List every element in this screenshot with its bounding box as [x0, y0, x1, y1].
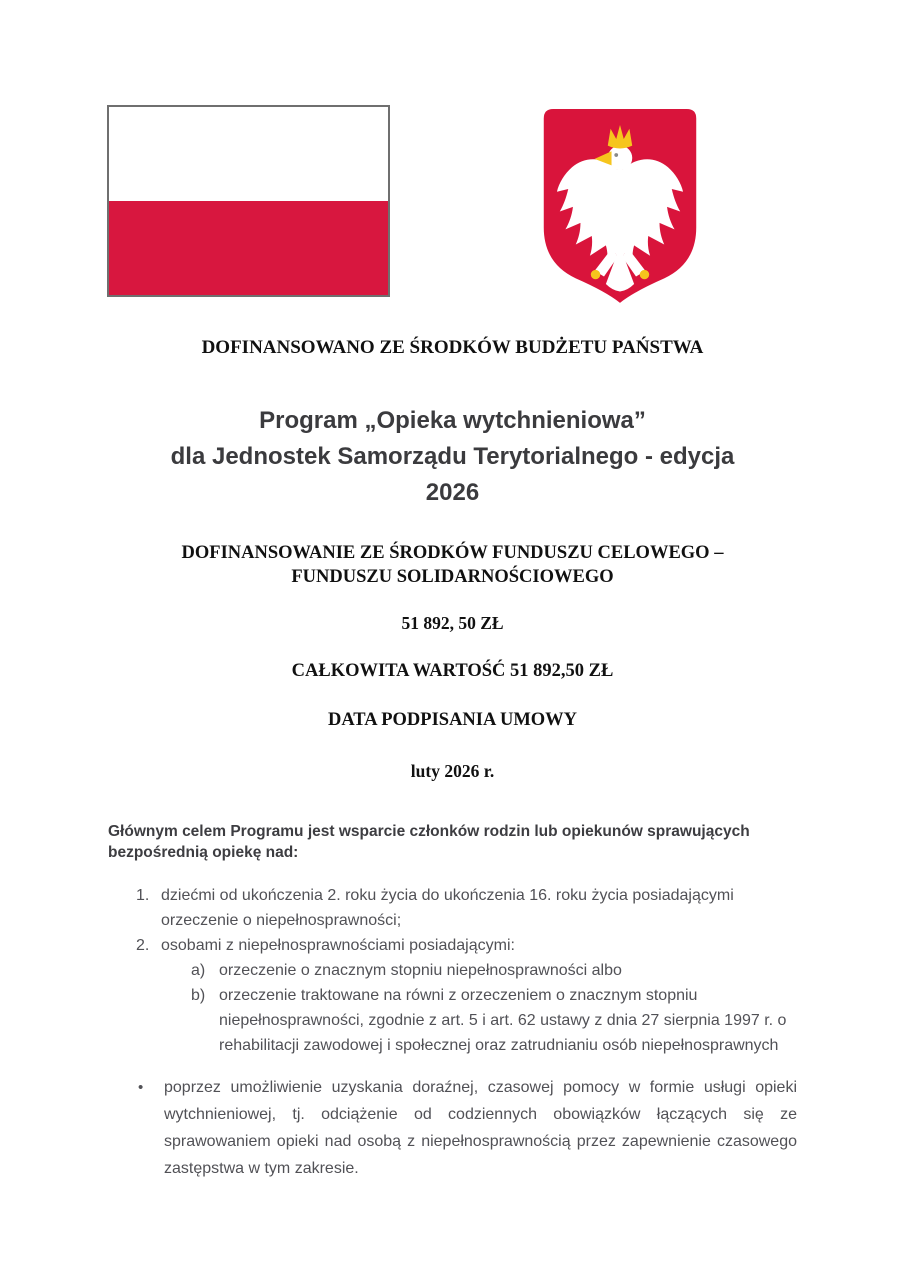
list-item-marker: 2.: [136, 937, 150, 954]
document-content: [0, 337, 905, 1182]
list-item-text: dziećmi od ukończenia 2. roku życia do ukończenia 16. roku życia posiadającymi orzeczenie o niepełnosprawności;: [161, 887, 734, 929]
flag-white-stripe: [109, 107, 388, 201]
sub-list-item-marker: a): [191, 962, 206, 979]
list-item-text: osobami z niepełnosprawnościami posiadającymi:: [161, 937, 515, 954]
coat-of-arms: [540, 105, 700, 303]
funding-amount: 51 892, 50 ZŁ: [401, 613, 504, 633]
list-item: [108, 883, 797, 933]
numbered-list: [108, 883, 797, 1058]
bullet-marker: •: [138, 1079, 144, 1096]
solidarity-fund-heading: [108, 541, 797, 589]
sub-list-item: [108, 983, 797, 1058]
bullet-list: [108, 1074, 797, 1182]
sub-list-item-text: orzeczenie o znacznym stopniu niepełnosprawności albo: [219, 962, 622, 979]
flag-red-stripe: [109, 201, 388, 295]
polish-flag: [107, 105, 390, 297]
header-emblems-row: [0, 0, 905, 303]
signing-date-value: luty 2026 r.: [410, 761, 495, 781]
total-value: CAŁKOWITA WARTOŚĆ 51 892,50 ZŁ: [291, 661, 614, 681]
list-item-marker: 1.: [136, 887, 150, 904]
state-budget-funding-heading: DOFINANSOWANO ZE ŚRODKÓW BUDŻETU PAŃSTWA: [201, 337, 704, 358]
program-title-line2: dla Jednostek Samorządu Terytorialnego - edycja: [170, 443, 735, 470]
list-item: [108, 933, 797, 958]
program-title-line3: 2026: [425, 479, 480, 506]
program-title-line1: Program „Opieka wytchnieniowa”: [259, 407, 646, 434]
program-goal-intro: Głównym celem Programu jest wsparcie członków rodzin lub opiekunów sprawujących bezpośrednią opiekę nad:: [108, 823, 750, 861]
sub-list-item-marker: b): [191, 987, 206, 1004]
bullet-item-text: poprzez umożliwienie uzyskania doraźnej, czasowej pomocy w formie usługi opieki wytchnieniowej, tj. odciążenie od codziennych obowiązków łączących się ze sprawowaniem opieki nad osobą z niepełnosprawnością przez zapewnienie czasowego zastępstwa w tym zakresie.: [164, 1079, 797, 1177]
polish-eagle-icon: [540, 105, 700, 303]
bullet-list-item: [108, 1074, 797, 1182]
solidarity-fund-heading-line2: FUNDUSZU SOLIDARNOŚCIOWEGO: [291, 567, 614, 587]
solidarity-fund-heading-line1: DOFINANSOWANIE ZE ŚRODKÓW FUNDUSZU CELOWEGO –: [181, 543, 724, 563]
signing-date-label: DATA PODPISANIA UMOWY: [327, 710, 578, 730]
sub-list-item-text: orzeczenie traktowane na równi z orzeczeniem o znacznym stopniu niepełnosprawności, zgodnie z art. 5 i art. 62 ustawy z dnia 27 sierpnia 1997 r. o rehabilitacji zawodowej i społecznej oraz zatrudnianiu osób niepełnosprawnych: [219, 987, 787, 1054]
program-title: [108, 403, 797, 511]
sub-list-item: [108, 958, 797, 983]
